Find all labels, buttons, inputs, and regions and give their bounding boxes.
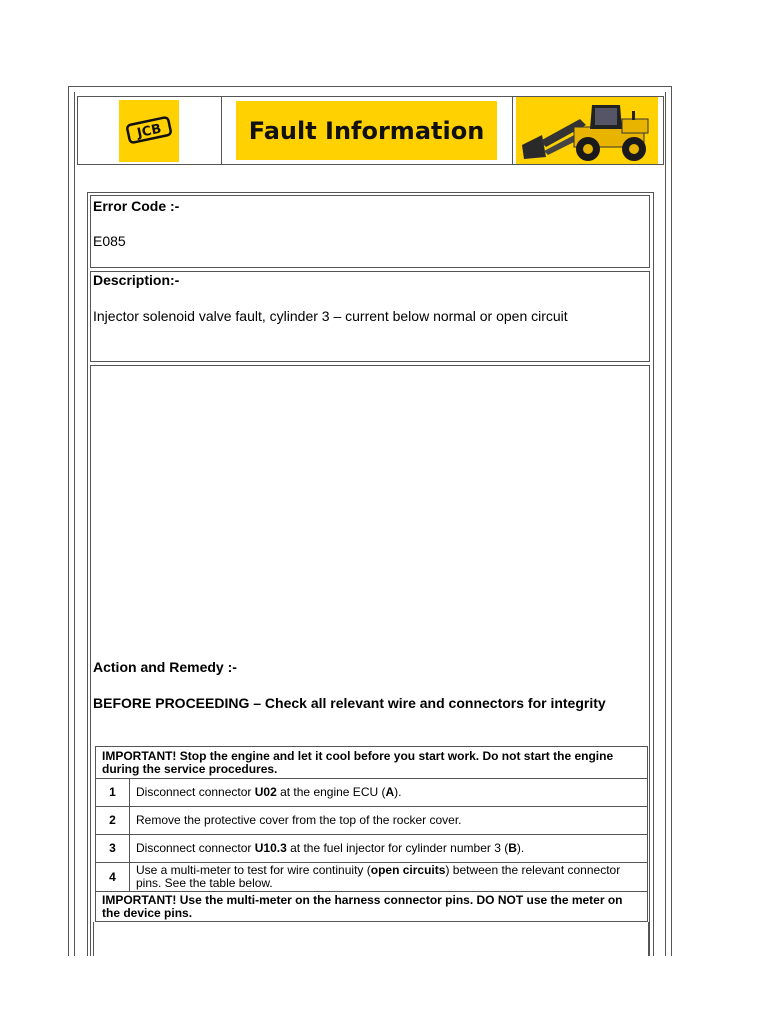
error-code-value: E085 <box>93 233 126 249</box>
step-text: Disconnect connector U02 at the engine ECU (A). <box>130 779 648 807</box>
before-proceeding-note: BEFORE PROCEEDING – Check all relevant wire and connectors for integrity <box>93 695 606 711</box>
header-divider <box>221 96 222 165</box>
jcb-logo <box>119 100 179 162</box>
table-row <box>96 779 648 807</box>
step-number: 1 <box>96 779 130 807</box>
step-number: 4 <box>96 863 130 892</box>
step-text: Use a multi-meter to test for wire continuity (open circuits) between the relevant connector pins. See the table below. <box>130 863 648 892</box>
description-label: Description:- <box>93 272 180 288</box>
step-number: 2 <box>96 807 130 835</box>
action-heading: Action and Remedy :- <box>93 659 237 675</box>
important-notice: IMPORTANT! Use the multi-meter on the harness connector pins. DO NOT use the meter on the device pins. <box>96 892 648 922</box>
brand-text: JCB <box>135 121 163 142</box>
step-number: 3 <box>96 835 130 863</box>
table-border <box>648 922 649 956</box>
page-title: Fault Information <box>248 116 485 145</box>
table-row <box>96 892 648 922</box>
table-row <box>96 835 648 863</box>
procedure-table <box>95 746 648 922</box>
table-row <box>96 863 648 892</box>
wheel-loader-icon <box>516 97 658 164</box>
step-text: Disconnect connector U10.3 at the fuel injector for cylinder number 3 (B). <box>130 835 648 863</box>
description-value: Injector solenoid valve fault, cylinder 3 – current below normal or open circuit <box>93 308 568 324</box>
step-text: Remove the protective cover from the top of the rocker cover. <box>130 807 648 835</box>
jcb-logo-icon <box>125 116 173 144</box>
error-code-label: Error Code :- <box>93 198 180 214</box>
header-divider <box>512 96 513 165</box>
wheel-loader-image <box>516 97 658 164</box>
table-row <box>96 807 648 835</box>
important-notice: IMPORTANT! Stop the engine and let it cool before you start work. Do not start the engine during the service procedures. <box>96 747 648 779</box>
table-row <box>96 747 648 779</box>
table-border <box>93 922 94 956</box>
title-banner <box>236 101 497 160</box>
